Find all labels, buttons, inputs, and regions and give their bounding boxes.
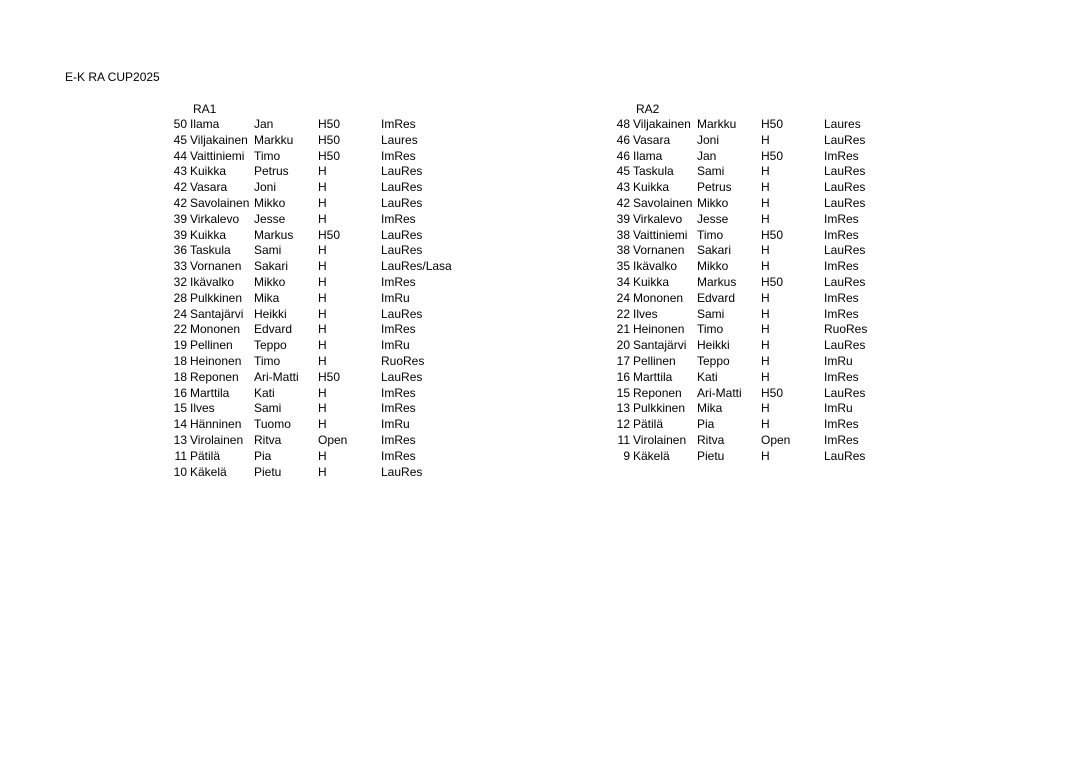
type-cell: LauRes [381,164,423,179]
type-cell: ImRu [381,290,410,305]
type-cell: ImRes [381,148,416,163]
type-cell: ImRes [824,432,859,447]
class-cell: H50 [761,385,784,400]
type-cell: ImRes [824,417,859,432]
last-name-cell: Vaittiniemi [190,148,245,163]
type-cell: LauRes [824,385,866,400]
first-name-cell: Ritva [697,432,725,447]
first-name-cell: Jesse [254,211,286,226]
points-cell: 39 [173,227,187,242]
points-cell: 20 [616,338,630,353]
class-cell: H [761,401,770,416]
class-cell: H [318,195,327,210]
type-cell: ImRu [824,401,853,416]
last-name-cell: Taskula [633,164,674,179]
last-name-cell: Ikävalko [190,274,235,289]
last-name-cell: Virkalevo [633,211,683,226]
first-name-cell: Heikki [697,338,730,353]
last-name-cell: Virolainen [633,432,687,447]
points-cell: 38 [616,227,630,242]
last-name-cell: Heinonen [633,322,685,337]
last-name-cell: Ilves [633,306,658,321]
type-cell: LauRes [824,448,866,463]
last-name-cell: Virkalevo [190,211,240,226]
class-cell: H50 [761,274,784,289]
class-cell: H [761,243,770,258]
first-name-cell: Pia [254,448,272,463]
type-cell: ImRes [824,227,859,242]
type-cell: ImRes [381,448,416,463]
class-cell: H [318,290,327,305]
class-cell: H [761,338,770,353]
type-cell: ImRes [381,432,416,447]
class-cell: H [761,132,770,147]
class-cell: H [318,211,327,226]
first-name-cell: Sami [697,306,725,321]
type-cell: ImRes [381,211,416,226]
type-cell: ImRes [824,148,859,163]
type-cell: LauRes [824,132,866,147]
table-heading: RA1 [193,102,217,116]
first-name-cell: Tuomo [254,417,291,432]
first-name-cell: Teppo [697,353,730,368]
points-cell: 42 [616,195,630,210]
class-cell: H50 [761,148,784,163]
class-cell: H50 [761,117,784,131]
first-name-cell: Sakari [697,243,732,258]
first-name-cell: Jan [254,117,274,131]
first-name-cell: Markus [254,227,294,242]
points-cell: 39 [173,211,187,226]
first-name-cell: Pietu [697,448,725,463]
points-cell: 15 [173,401,187,416]
points-cell: 43 [173,164,187,179]
first-name-cell: Mika [254,290,280,305]
last-name-cell: Pulkkinen [190,290,243,305]
last-name-cell: Ilama [633,148,663,163]
last-name-cell: Kuikka [190,164,227,179]
last-name-cell: Kuikka [190,227,227,242]
type-cell: ImRes [824,290,859,305]
last-name-cell: Santajärvi [190,306,244,321]
first-name-cell: Mikko [254,274,286,289]
class-cell: H [318,306,327,321]
type-cell: LauRes [824,274,866,289]
last-name-cell: Savolainen [633,195,693,210]
type-cell: LauRes [381,464,423,479]
type-cell: LauRes [381,369,423,384]
class-cell: H [761,164,770,179]
points-cell: 43 [616,180,630,195]
first-name-cell: Joni [697,132,720,147]
last-name-cell: Käkelä [633,448,670,463]
points-cell: 18 [173,369,187,384]
type-cell: LauRes [824,164,866,179]
page-title: E-K RA CUP2025 [65,70,160,84]
class-cell: H [761,180,770,195]
points-cell: 35 [616,259,630,274]
last-name-cell: Käkelä [190,464,227,479]
class-cell: H [761,290,770,305]
first-name-cell: Timo [254,148,281,163]
type-cell: ImRes [381,274,416,289]
last-name-cell: Virolainen [190,432,244,447]
first-name-cell: Teppo [254,338,287,353]
first-name-cell: Mikko [254,195,286,210]
last-name-cell: Santajärvi [633,338,687,353]
first-name-cell: Markku [254,132,294,147]
last-name-cell: Ilves [190,401,215,416]
last-name-cell: Vaittiniemi [633,227,688,242]
first-name-cell: Markus [697,274,737,289]
points-cell: 48 [616,117,630,131]
points-cell: 28 [173,290,187,305]
last-name-cell: Pellinen [633,353,676,368]
first-name-cell: Timo [697,227,724,242]
class-cell: H [318,259,327,274]
last-name-cell: Vasara [190,180,228,195]
class-cell: H [318,338,327,353]
points-cell: 46 [616,132,630,147]
first-name-cell: Mika [697,401,723,416]
points-cell: 11 [617,432,630,447]
class-cell: H50 [318,369,341,384]
points-cell: 16 [173,385,187,400]
last-name-cell: Reponen [190,369,239,384]
first-name-cell: Mikko [697,195,729,210]
points-cell: 32 [173,274,187,289]
type-cell: ImRes [824,369,859,384]
class-cell: H [318,322,327,337]
class-cell: H [761,369,770,384]
type-cell: LauRes [381,227,423,242]
type-cell: LauRes [381,243,423,258]
type-cell: ImRu [381,417,410,432]
type-cell: RuoRes [824,322,868,337]
first-name-cell: Markku [697,117,737,131]
last-name-cell: Hänninen [190,417,242,432]
type-cell: LauRes/Lasa [381,259,452,274]
last-name-cell: Pätilä [190,448,221,463]
points-cell: 42 [173,195,187,210]
class-cell: H50 [318,117,341,131]
type-cell: LauRes [381,195,423,210]
last-name-cell: Kuikka [633,180,670,195]
points-cell: 19 [173,338,187,353]
type-cell: LauRes [381,306,423,321]
points-cell: 12 [616,417,630,432]
class-cell: H [318,243,327,258]
class-cell: H50 [761,227,784,242]
points-cell: 13 [173,432,187,447]
points-cell: 44 [173,148,187,163]
first-name-cell: Sami [254,401,282,416]
first-name-cell: Jesse [697,211,729,226]
type-cell: ImRes [381,385,416,400]
points-cell: 24 [173,306,187,321]
points-cell: 10 [173,464,187,479]
class-cell: H [761,211,770,226]
points-cell: 18 [173,353,187,368]
last-name-cell: Vornanen [190,259,242,274]
points-cell: 42 [173,180,187,195]
first-name-cell: Jan [697,148,717,163]
last-name-cell: Mononen [633,290,684,305]
type-cell: LauRes [381,180,423,195]
points-cell: 50 [173,117,187,131]
points-cell: 45 [173,132,187,147]
points-cell: 17 [616,353,630,368]
last-name-cell: Savolainen [190,195,250,210]
points-cell: 14 [173,417,187,432]
last-name-cell: Reponen [633,385,682,400]
last-name-cell: Ilama [190,117,220,131]
last-name-cell: Viljakainen [633,117,691,131]
first-name-cell: Joni [254,180,277,195]
type-cell: ImRes [381,401,416,416]
first-name-cell: Ari-Matti [254,369,299,384]
points-cell: 46 [616,148,630,163]
points-cell: 45 [616,164,630,179]
last-name-cell: Ikävalko [633,259,678,274]
class-cell: H [318,417,327,432]
first-name-cell: Timo [697,322,724,337]
class-cell: H [318,448,327,463]
first-name-cell: Petrus [697,180,732,195]
type-cell: LauRes [824,180,866,195]
class-cell: H50 [318,132,341,147]
last-name-cell: Taskula [190,243,231,258]
first-name-cell: Petrus [254,164,289,179]
class-cell: H [318,385,327,400]
class-cell: H [761,448,770,463]
points-cell: 21 [616,322,630,337]
type-cell: ImRes [824,211,859,226]
first-name-cell: Pia [697,417,715,432]
class-cell: H [761,353,770,368]
points-cell: 24 [616,290,630,305]
last-name-cell: Marttila [190,385,230,400]
last-name-cell: Mononen [190,322,241,337]
first-name-cell: Ari-Matti [697,385,742,400]
last-name-cell: Pätilä [633,417,664,432]
points-cell: 22 [616,306,630,321]
points-cell: 13 [616,401,630,416]
points-cell: 33 [173,259,187,274]
type-cell: LauRes [824,338,866,353]
first-name-cell: Timo [254,353,281,368]
points-cell: 9 [623,448,630,463]
type-cell: ImRes [381,322,416,337]
type-cell: Laures [824,117,861,131]
class-cell: H [318,353,327,368]
last-name-cell: Kuikka [633,274,670,289]
type-cell: LauRes [824,195,866,210]
class-cell: H [318,464,327,479]
points-cell: 39 [616,211,630,226]
first-name-cell: Edvard [697,290,736,305]
last-name-cell: Viljakainen [190,132,248,147]
class-cell: H50 [318,148,341,163]
class-cell: H [761,417,770,432]
type-cell: RuoRes [381,353,425,368]
type-cell: Laures [381,132,418,147]
class-cell: H [318,164,327,179]
points-cell: 38 [616,243,630,258]
type-cell: ImRes [824,306,859,321]
type-cell: ImRes [824,259,859,274]
last-name-cell: Marttila [633,369,673,384]
table-heading: RA2 [636,102,660,116]
first-name-cell: Kati [697,369,718,384]
points-cell: 11 [174,448,187,463]
class-cell: Open [318,432,348,447]
points-cell: 34 [616,274,630,289]
class-cell: H [761,195,770,210]
class-cell: H [761,306,770,321]
points-cell: 22 [173,322,187,337]
first-name-cell: Edvard [254,322,293,337]
type-cell: ImRu [824,353,853,368]
class-cell: H [761,322,770,337]
first-name-cell: Mikko [697,259,729,274]
last-name-cell: Vornanen [633,243,685,258]
type-cell: LauRes [824,243,866,258]
type-cell: ImRes [381,117,416,131]
class-cell: H [318,401,327,416]
class-cell: H [318,180,327,195]
last-name-cell: Pellinen [190,338,233,353]
class-cell: H [318,274,327,289]
points-cell: 15 [616,385,630,400]
class-cell: Open [761,432,791,447]
first-name-cell: Sami [697,164,725,179]
points-cell: 16 [616,369,630,384]
last-name-cell: Pulkkinen [633,401,686,416]
first-name-cell: Sami [254,243,282,258]
class-cell: H50 [318,227,341,242]
last-name-cell: Vasara [633,132,671,147]
first-name-cell: Ritva [254,432,282,447]
type-cell: ImRu [381,338,410,353]
first-name-cell: Kati [254,385,275,400]
first-name-cell: Sakari [254,259,289,274]
points-cell: 36 [173,243,187,258]
first-name-cell: Heikki [254,306,287,321]
first-name-cell: Pietu [254,464,282,479]
class-cell: H [761,259,770,274]
last-name-cell: Heinonen [190,353,242,368]
